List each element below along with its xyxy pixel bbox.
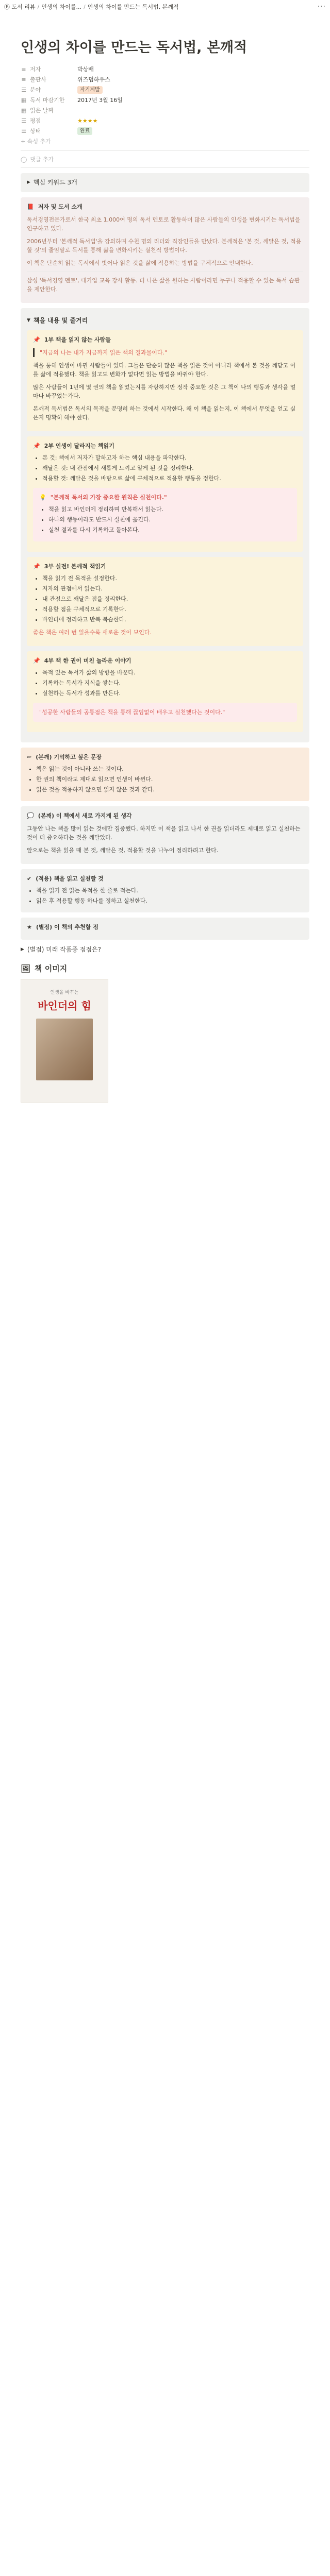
list-item: • 목적 있는 독서가 삶의 방향을 바꾼다. — [42, 668, 297, 677]
list-icon: ☰ — [21, 86, 26, 93]
intro-callout — [21, 197, 309, 303]
thought-icon: 💭 — [27, 812, 34, 819]
paragraph: 본깨적 독서법은 독서의 목적을 분명히 하는 것에서 시작한다. 왜 이 책을 읽는지, 이 책에서 무엇을 얻고 싶은지 명확히 해야 한다. — [33, 405, 296, 421]
property-key: 평점 — [30, 117, 41, 124]
pencil-icon: ✏ — [27, 754, 32, 760]
page-title[interactable]: 인생의 차이를 만드는 독서법, 본깨적 — [21, 40, 248, 56]
add-comment-label: 댓글 추가 — [30, 156, 54, 163]
toggle-triangle-icon[interactable]: ▼ — [27, 318, 30, 323]
inner-callout — [33, 488, 297, 541]
review-callout — [21, 308, 309, 742]
divider — [21, 150, 309, 151]
section-heading — [27, 811, 303, 820]
list-item: • 내 관점으로 깨달은 점을 정리한다. — [42, 595, 297, 603]
footer-toggle[interactable] — [21, 945, 309, 954]
property-value[interactable]: 2017년 3월 16일 — [77, 97, 123, 104]
breadcrumb-item[interactable]: Ⓑ 도서 리뷰 — [4, 4, 36, 10]
list-icon: ☰ — [21, 127, 26, 134]
section-callout — [21, 748, 309, 801]
property-key: 상태 — [30, 128, 41, 134]
property-row[interactable] — [21, 115, 309, 126]
list-item: • 책은 읽는 것이 아니라 쓰는 것이다. — [36, 765, 303, 773]
list-item: • 책을 읽기 전 목적을 설정한다. — [42, 574, 297, 583]
breadcrumb-separator: / — [83, 3, 86, 10]
property-key: 출판사 — [30, 76, 46, 83]
keyword-toggle[interactable] — [27, 178, 303, 187]
image-icon: 🖼 — [21, 963, 31, 973]
pin-icon: 📌 — [33, 657, 40, 664]
section-callout — [27, 330, 303, 431]
divider — [21, 167, 309, 168]
property-value[interactable]: 위즈덤하우스 — [77, 76, 110, 83]
paragraph: 그동안 나는 책을 많이 읽는 것에만 집중했다. 하지만 이 책을 읽고 나서 한 권을 읽더라도 제대로 읽고 실천하는 것이 더 중요하다는 것을 깨달았다. — [27, 825, 301, 841]
section-callout — [21, 806, 309, 864]
pin-icon: 📌 — [33, 336, 40, 343]
section-callout — [21, 869, 309, 912]
list-item: • 저자의 관점에서 읽는다. — [42, 584, 297, 593]
property-row[interactable] — [21, 95, 309, 105]
property-row[interactable] — [21, 84, 309, 95]
top-bar — [0, 0, 330, 13]
section-heading — [33, 335, 297, 344]
check-icon: ✔ — [27, 875, 32, 882]
section-heading — [33, 442, 297, 450]
section-title: (본깨) 이 책에서 새로 가지게 된 생각 — [38, 812, 132, 819]
callout-heading-text: 저자 및 도서 소개 — [38, 204, 82, 210]
section-callout — [27, 436, 303, 552]
section-callout — [21, 918, 309, 940]
callout-line: 2006년부터 '본깨적 독서법'을 강의하며 수천 명의 리더와 직장인들을 만났다. 본깨적은 '본 것, 깨달은 것, 적용할 것'의 줄임말로 독서를 통해 삶을 변화시키는 실천적 방법이다. — [27, 238, 302, 253]
callout-line: 독서경영전문가로서 한국 최초 1,000여 명의 독서 멘토로 활동하며 많은 사람들의 인생을 변화시키는 독서법을 연구하고 있다. — [27, 216, 301, 232]
section-heading — [27, 874, 303, 883]
list-item: • 적용할 것: 깨달은 것을 바탕으로 삶에 구체적으로 적용할 행동을 정한다. — [42, 474, 297, 483]
list-item: • 실천 결과를 다시 기록하고 돌아본다. — [48, 526, 291, 534]
property-row[interactable] — [21, 64, 309, 74]
list-item: • 적용할 점을 구체적으로 기록한다. — [42, 605, 297, 614]
bullet-list — [36, 886, 303, 905]
page-content — [21, 39, 309, 1103]
paragraph: 많은 사람들이 1년에 몇 권의 책을 읽었는지를 자랑하지만 정작 중요한 것은 그 책이 나의 행동과 생각을 얼마나 바꾸었는가다. — [33, 384, 296, 399]
list-item: • 실천하는 독서가 성과를 만든다. — [42, 689, 297, 698]
text-icon: ≡ — [21, 76, 26, 83]
breadcrumb-item[interactable]: 인생의 차이를... — [41, 4, 81, 10]
book-cover-title: 바인더의 힘 — [38, 999, 91, 1012]
toggle-label: 책을 내용 및 줄거리 — [33, 317, 88, 324]
section-heading — [33, 562, 297, 571]
pin-icon: 📌 — [33, 563, 40, 570]
book-cover-image[interactable] — [21, 979, 108, 1103]
book-icon: 📕 — [27, 204, 34, 210]
toggle-label: 핵심 키워드 3개 — [33, 179, 77, 186]
section-title: 2부 인생이 달라지는 책읽기 — [44, 443, 114, 449]
section-title: 1부 책을 읽지 않는 사람들 — [44, 336, 111, 343]
bullet-list — [48, 505, 291, 534]
list-item: • 책을 읽고 바인더에 정리하며 반복해서 읽는다. — [48, 505, 291, 514]
paragraph: 책을 통해 인생이 바뀐 사람들이 있다. 그들은 단순히 많은 책을 읽은 것이 아니라 책에서 본 것을 깨닫고 이를 삶에 적용했다. 책을 읽고도 변화가 없다면 읽는 방법을 바꿔야 한다. — [33, 362, 296, 378]
review-toggle[interactable] — [27, 316, 303, 325]
list-item: • 바인더에 정리하고 반복 복습한다. — [42, 615, 297, 624]
inner-callout — [33, 703, 297, 722]
bullet-list — [42, 668, 297, 698]
section-callout — [27, 651, 303, 732]
rating-value[interactable]: ★★★★ — [77, 117, 98, 124]
property-key: 분야 — [30, 87, 41, 93]
book-cover-art — [36, 1019, 93, 1080]
property-key: 저자 — [30, 66, 41, 73]
callout-sub: 삼성 '독서경영 멘토', 대기업 교육 강사 활동. 더 나은 삶을 원하는 사람이라면 누구나 적용할 수 있는 독서 습관을 제안한다. — [27, 277, 300, 293]
toggle-triangle-icon[interactable]: ▶ — [27, 180, 30, 185]
keyword-callout[interactable] — [21, 173, 309, 192]
property-row[interactable] — [21, 105, 309, 115]
quote: "지금의 나는 내가 지금까지 읽은 책의 결과물이다." — [33, 348, 297, 357]
property-list — [21, 64, 309, 146]
text-icon: ≡ — [21, 65, 26, 73]
callout-heading — [27, 202, 303, 211]
add-property-button[interactable]: + 속성 추가 — [21, 138, 51, 145]
star-icon: ★ — [27, 924, 32, 930]
section-heading — [33, 656, 297, 665]
calendar-icon: ▦ — [21, 96, 27, 104]
status-tag[interactable]: 완료 — [77, 127, 92, 135]
comment-icon: ◯ — [21, 156, 27, 163]
heading-text: 책 이미지 — [35, 964, 68, 973]
bullet-list — [42, 453, 297, 483]
property-value[interactable]: 박상배 — [77, 66, 94, 73]
add-comment[interactable] — [21, 155, 309, 163]
list-icon: ☰ — [21, 117, 26, 124]
list-item: • 본 것: 책에서 저자가 말하고자 하는 핵심 내용을 파악한다. — [42, 453, 297, 462]
toggle-label: (별점) 미래 작품중 점점은? — [27, 946, 102, 953]
bullet-list — [42, 574, 297, 624]
callout-text: "성공한 사람들의 공통점은 책을 통해 끊임없이 배우고 실천했다는 것이다." — [39, 709, 225, 716]
toggle-triangle-icon[interactable]: ▶ — [21, 946, 24, 952]
section-heading — [27, 753, 303, 761]
breadcrumb-item-current[interactable]: 인생의 차이를 만드는 독서법, 본깨적 — [87, 4, 179, 10]
section-title: 3부 실전! 본깨적 책읽기 — [44, 563, 106, 570]
callout-heading — [39, 493, 291, 502]
image-section-heading — [21, 963, 309, 974]
calendar-icon: ▦ — [21, 107, 27, 114]
breadcrumb-separator: / — [37, 3, 40, 10]
section-title: (적용) 책을 읽고 실천할 것 — [36, 875, 104, 882]
more-menu-button[interactable]: ··· — [317, 3, 326, 11]
list-item: • 기록하는 독서가 지식을 쌓는다. — [42, 679, 297, 687]
list-item: • 읽은 것을 적용하지 않으면 읽지 않은 것과 같다. — [36, 785, 303, 794]
property-row[interactable] — [21, 126, 309, 136]
property-key: 독서 마감기한 — [30, 97, 65, 104]
list-item: • 책을 읽기 전 읽는 목적을 한 줄로 적는다. — [36, 886, 303, 895]
callout-line: 이 책은 단순히 읽는 독서에서 벗어나 읽은 것을 삶에 적용하는 방법을 구체적으로 안내한다. — [27, 260, 253, 266]
note: 좋은 책은 여러 번 읽을수록 새로운 것이 보인다. — [33, 629, 152, 636]
list-item: • 읽은 후 적용할 행동 하나를 정하고 실천한다. — [36, 896, 303, 905]
paragraph: 앞으로는 책을 읽을 때 본 것, 깨달은 것, 적용할 것을 나누어 정리하려고 한다. — [27, 847, 219, 854]
section-callout — [27, 557, 303, 646]
pin-icon: 📌 — [33, 443, 40, 449]
breadcrumb — [4, 3, 179, 11]
section-title: (본깨) 기억하고 싶은 문장 — [36, 754, 102, 760]
callout-heading-text: "본깨적 독서의 가장 중요한 원칙은 실천이다." — [50, 494, 167, 501]
section-title: 4부 책 한 권이 미친 놀라운 이야기 — [44, 657, 131, 664]
property-row[interactable] — [21, 74, 309, 84]
property-tag[interactable]: 자기계발 — [77, 86, 103, 94]
list-item: • 한 권의 책이라도 제대로 읽으면 인생이 바뀐다. — [36, 775, 303, 784]
list-item: • 하나의 행동이라도 반드시 실천에 옮긴다. — [48, 515, 291, 524]
bulb-icon: 💡 — [39, 494, 46, 501]
book-cover-subtitle: 인생을 바꾸는 — [50, 990, 79, 995]
section-heading — [27, 923, 303, 931]
section-title: (별점) 이 책의 추천할 점 — [36, 924, 98, 930]
list-item: • 깨달은 것: 내 관점에서 새롭게 느끼고 알게 된 것을 정리한다. — [42, 464, 297, 472]
property-key: 읽은 날짜 — [30, 107, 54, 114]
bullet-list — [36, 765, 303, 794]
